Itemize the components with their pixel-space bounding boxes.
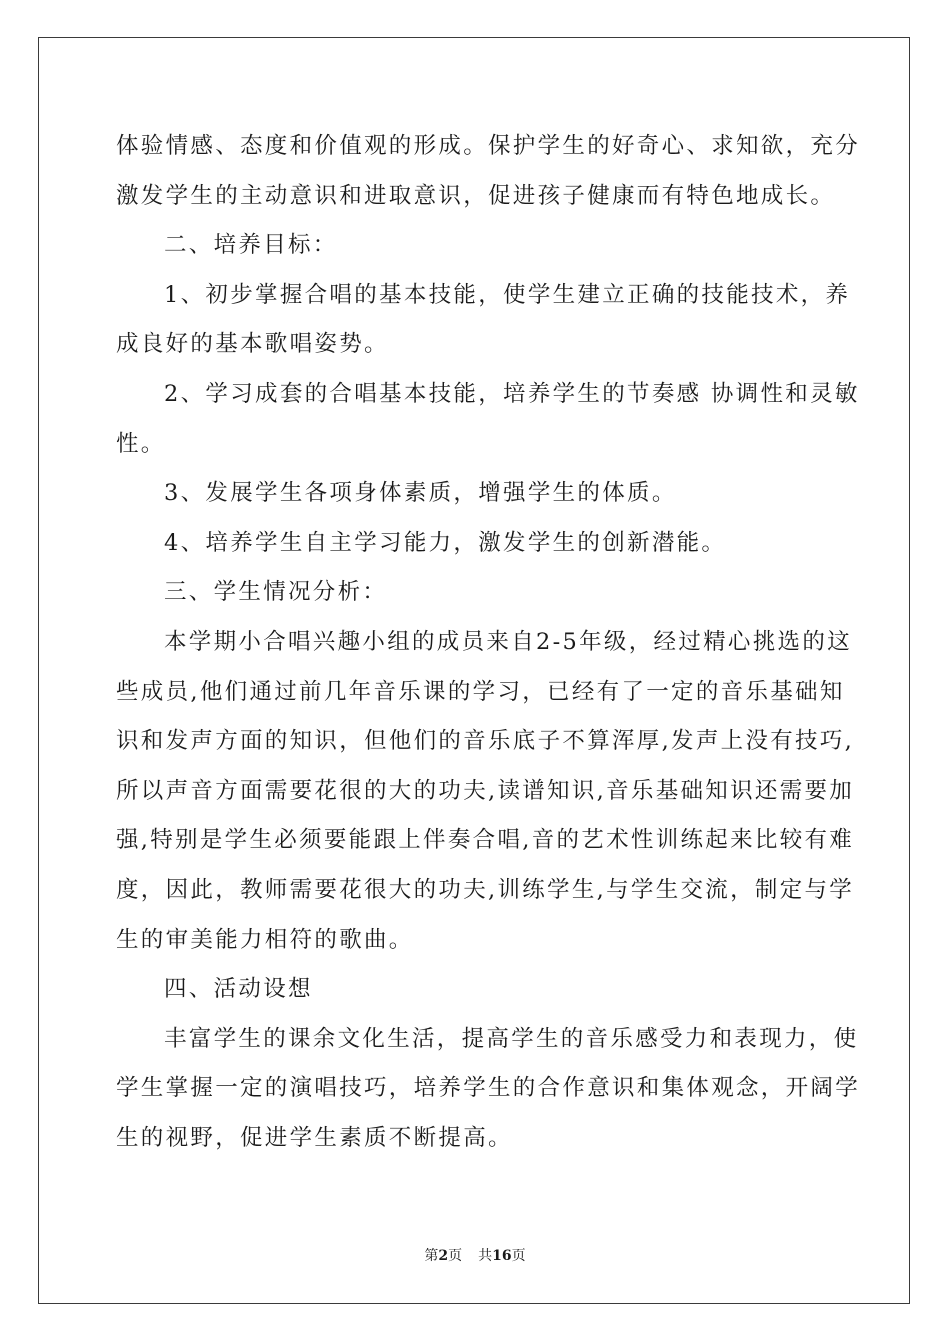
page-number: 2 [438, 1248, 449, 1264]
total-prefix: 共 [478, 1248, 493, 1264]
text-line: 识和发声方面的知识，但他们的音乐底子不算浑厚,发声上没有技巧, [116, 728, 855, 755]
text-line: 成良好的基本歌唱姿势。 [116, 331, 389, 358]
text-line: 生的视野，促进学生素质不断提高。 [116, 1124, 513, 1151]
document-body [116, 122, 861, 1163]
section-heading: 二、培养目标： [164, 232, 338, 259]
text-line: 些成员,他们通过前几年音乐课的学习，已经有了一定的音乐基础知 [116, 678, 845, 705]
total-suffix: 页 [511, 1248, 526, 1264]
text-line: 强,特别是学生必须要能跟上伴奏合唱,音的艺术性训练起来比较有难 [116, 827, 855, 854]
text-line: 激发学生的主动意识和进取意识，促进孩子健康而有特色地成长。 [116, 182, 836, 209]
page-footer [0, 1245, 950, 1265]
text-line: 度，因此，教师需要花很大的功夫,训练学生,与学生交流，制定与学 [116, 876, 855, 903]
text-line: 学生掌握一定的演唱技巧，培养学生的合作意识和集体观念，开阔学 [116, 1075, 861, 1102]
page-suffix: 页 [448, 1248, 463, 1264]
text-line: 生的审美能力相符的歌曲。 [116, 926, 414, 953]
text-line: 1、初步掌握合唱的基本技能，使学生建立正确的技能技术，养 [164, 281, 851, 308]
page-prefix: 第 [424, 1248, 439, 1264]
text-line: 丰富学生的课余文化生活，提高学生的音乐感受力和表现力，使 [164, 1025, 859, 1052]
text-line: 本学期小合唱兴趣小组的成员来自2-5年级，经过精心挑选的这 [164, 628, 852, 655]
text-line: 4、培养学生自主学习能力，激发学生的创新潜能。 [164, 529, 727, 556]
text-line: 3、发展学生各项身体素质，增强学生的体质。 [164, 480, 677, 507]
section-heading: 三、学生情况分析： [164, 579, 388, 606]
total-pages: 16 [492, 1248, 512, 1264]
text-line: 2、学习成套的合唱基本技能，培养学生的节奏感 协调性和灵敏 [164, 380, 860, 407]
text-line: 体验情感、态度和价值观的形成。保护学生的好奇心、求知欲，充分 [116, 133, 861, 159]
section-heading: 四、活动设想 [164, 976, 313, 1003]
text-line: 性。 [116, 430, 166, 457]
text-line: 所以声音方面需要花很的大的功夫,读谱知识,音乐基础知识还需要加 [116, 777, 855, 804]
